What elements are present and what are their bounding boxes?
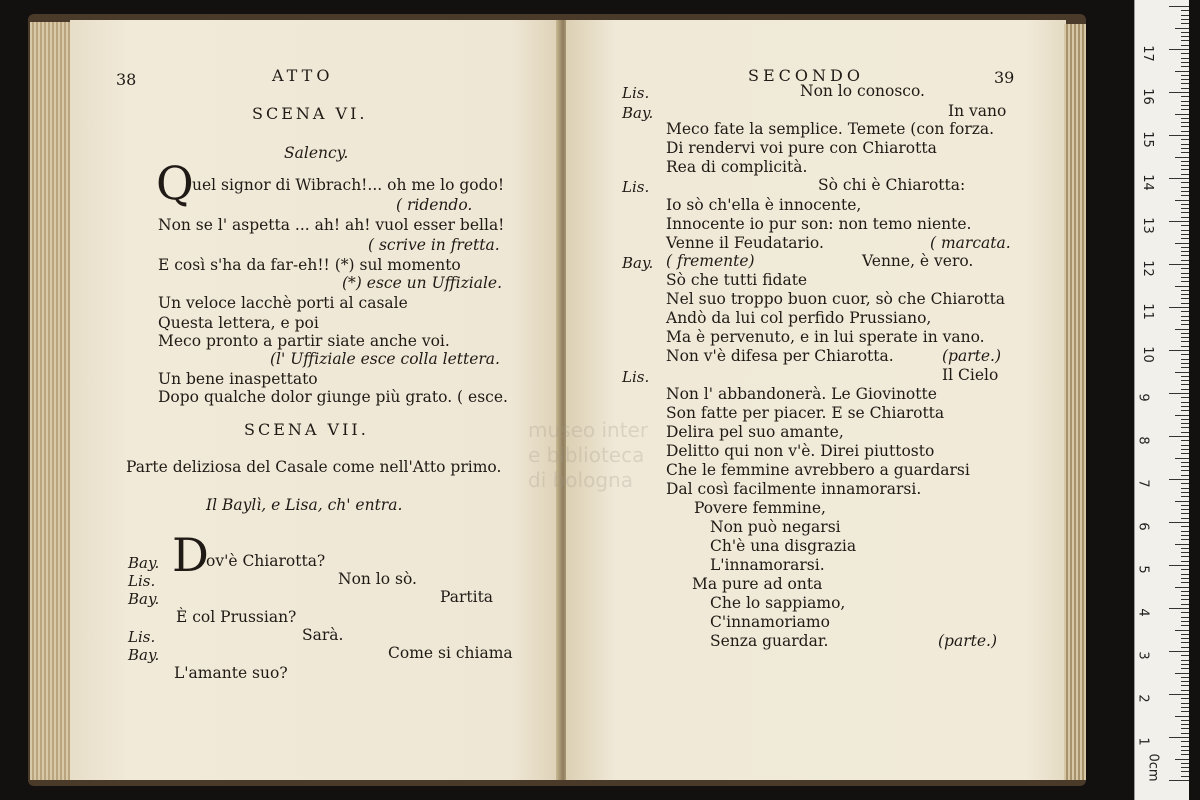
ruler-tick: [1181, 595, 1189, 596]
speaker-label: Bay.: [128, 646, 160, 664]
ruler-tick: [1181, 574, 1189, 575]
ruler-tick: [1181, 612, 1189, 613]
ruler-tick: [1181, 152, 1189, 153]
ruler-tick: [1181, 655, 1189, 656]
ruler-number: 11: [1139, 303, 1155, 320]
ruler-tick: [1181, 638, 1189, 639]
ruler-tick: [1181, 604, 1189, 605]
ruler-tick: [1181, 273, 1189, 274]
ruler-tick: [1181, 531, 1189, 532]
ruler-tick: [1181, 277, 1189, 278]
ruler-tick: [1181, 776, 1189, 777]
speaker-label: Lis.: [128, 572, 156, 590]
ruler-tick: [1181, 62, 1189, 63]
verse-line: Non può negarsi: [710, 518, 841, 536]
speaker-label: Bay.: [622, 254, 654, 272]
ruler-number: 7: [1135, 479, 1151, 488]
ruler-tick: [1181, 118, 1189, 119]
ruler-tick: [1181, 591, 1189, 592]
ruler-tick: [1181, 419, 1189, 420]
stage-direction: ( ridendo.: [396, 196, 473, 214]
ruler-tick: [1181, 139, 1189, 140]
drop-cap-d: D: [172, 528, 209, 582]
ruler-number: 14: [1139, 174, 1155, 191]
ruler-tick: [1181, 440, 1189, 441]
dialogue-line: Non lo sò.: [338, 570, 417, 588]
ruler-tick: [1181, 733, 1189, 734]
ruler-tick: [1169, 651, 1189, 652]
ruler-tick: [1175, 286, 1189, 287]
ruler-tick: [1181, 724, 1189, 725]
verse-line: Un bene inaspettato: [158, 370, 318, 388]
ruler-tick: [1181, 763, 1189, 764]
ruler-tick: [1181, 483, 1189, 484]
dialogue-line: ov'è Chiarotta?: [206, 552, 326, 570]
dialogue-line: Venne il Feudatario.: [666, 234, 824, 252]
verse-line: Dopo qualche dolor giunge più grato. ( esce.: [158, 388, 508, 406]
verse-line: Questa lettera, e poi: [158, 314, 319, 332]
ruler-tick: [1181, 625, 1189, 626]
ruler-tick: [1181, 204, 1189, 205]
verse-line: Un veloce lacchè porti al casale: [158, 294, 408, 312]
ruler-tick: [1181, 316, 1189, 317]
ruler-tick: [1181, 148, 1189, 149]
watermark-line: museo inter: [528, 418, 649, 442]
ruler-tick: [1181, 664, 1189, 665]
stage-direction: (l' Uffiziale esce colla lettera.: [270, 350, 500, 368]
drop-cap-q: Q: [156, 156, 194, 210]
ruler-tick: [1181, 88, 1189, 89]
ruler-tick: [1181, 690, 1189, 691]
ruler-tick: [1181, 169, 1189, 170]
verse-line: Che lo sappiamo,: [710, 594, 846, 612]
ruler-tick: [1181, 341, 1189, 342]
ruler-tick: [1169, 350, 1189, 351]
ruler-tick: [1169, 780, 1189, 781]
ruler-tick: [1181, 217, 1189, 218]
ruler-tick: [1181, 423, 1189, 424]
ruler-tick: [1175, 114, 1189, 115]
dialogue-line: Delitto qui non v'è. Direi piuttosto: [666, 442, 935, 460]
ruler-tick: [1169, 522, 1189, 523]
dialogue-line: Dal così facilmente innamorarsi.: [666, 480, 922, 498]
ruler-tick: [1181, 247, 1189, 248]
ruler-tick: [1181, 552, 1189, 553]
ruler-tick: [1181, 703, 1189, 704]
running-header-left: ATTO: [272, 66, 334, 85]
ruler-tick: [1181, 208, 1189, 209]
scene-title-2: SCENA VII.: [244, 420, 369, 439]
ruler-tick: [1181, 771, 1189, 772]
ruler-tick: [1169, 178, 1189, 179]
left-page: [70, 20, 560, 780]
ruler-tick: [1181, 32, 1189, 33]
ruler-tick: [1181, 492, 1189, 493]
ruler-tick: [1181, 346, 1189, 347]
ruler-tick: [1181, 548, 1189, 549]
ruler-tick: [1175, 759, 1189, 760]
ruler-tick: [1181, 354, 1189, 355]
ruler-tick: [1181, 255, 1189, 256]
ruler-tick: [1181, 303, 1189, 304]
ruler-tick: [1181, 251, 1189, 252]
ruler-tick: [1181, 556, 1189, 557]
ruler-tick: [1181, 212, 1189, 213]
ruler-tick: [1175, 501, 1189, 502]
ruler-tick: [1175, 544, 1189, 545]
ruler-tick: [1175, 372, 1189, 373]
ruler-tick: [1181, 182, 1189, 183]
stage-direction: (*) esce un Uffiziale.: [342, 274, 502, 292]
dialogue-line: Delira pel suo amante,: [666, 423, 844, 441]
speaker-label: Lis.: [622, 368, 650, 386]
ruler-tick: [1169, 737, 1189, 738]
ruler-tick: [1181, 268, 1189, 269]
dialogue-line: Meco fate la semplice. Temete (con forza.: [666, 120, 995, 138]
ruler-tick: [1181, 174, 1189, 175]
ruler-tick: [1181, 513, 1189, 514]
ruler-tick: [1181, 535, 1189, 536]
ruler-tick: [1181, 230, 1189, 231]
ruler-tick: [1181, 617, 1189, 618]
ruler-tick: [1181, 561, 1189, 562]
ruler-tick: [1181, 582, 1189, 583]
verse-line: Ch'è una disgrazia: [710, 537, 857, 555]
ruler-number: 15: [1139, 131, 1155, 148]
stage-direction: (parte.): [938, 632, 997, 650]
ruler-tick: [1181, 681, 1189, 682]
ruler-tick: [1169, 694, 1189, 695]
ruler-tick: [1181, 101, 1189, 102]
ruler-tick: [1181, 79, 1189, 80]
speaker-name: Salency.: [284, 144, 349, 162]
dialogue-line: Andò da lui col perfido Prussiano,: [666, 309, 932, 327]
dialogue-line: Partita: [440, 588, 494, 606]
ruler-tick: [1181, 578, 1189, 579]
ruler-number: 13: [1139, 217, 1155, 234]
dialogue-line: In vano: [948, 102, 1007, 120]
speaker-label: Bay.: [622, 104, 654, 122]
dialogue-line: Innocente io pur son: non temo niente.: [666, 215, 972, 233]
right-page: [566, 20, 1066, 780]
ruler-number: 6: [1135, 522, 1151, 531]
ruler-tick: [1181, 234, 1189, 235]
dialogue-line: Sò chi è Chiarotta:: [818, 176, 966, 194]
ruler-tick: [1181, 238, 1189, 239]
dialogue-line: Io sò ch'ella è innocente,: [666, 196, 862, 214]
page-number-right: 39: [994, 68, 1015, 87]
ruler-tick: [1181, 53, 1189, 54]
ruler-tick: [1181, 298, 1189, 299]
ruler-tick: [1181, 126, 1189, 127]
ruler-tick: [1181, 260, 1189, 261]
ruler-tick: [1181, 767, 1189, 768]
dialogue-line: Il Cielo: [942, 366, 999, 384]
entrance-direction: Il Baylì, e Lisa, ch' entra.: [206, 496, 403, 514]
ruler-tick: [1181, 161, 1189, 162]
ruler-tick: [1181, 475, 1189, 476]
ruler-tick: [1181, 165, 1189, 166]
ruler-number: 2: [1135, 694, 1151, 703]
ruler-tick: [1181, 621, 1189, 622]
ruler-tick: [1181, 470, 1189, 471]
verse-line: uel signor di Wibrach!... oh me lo godo!: [192, 176, 505, 194]
ruler-tick: [1181, 225, 1189, 226]
ruler-tick: [1181, 10, 1189, 11]
ruler-tick: [1169, 264, 1189, 265]
ruler-tick: [1181, 462, 1189, 463]
ruler-tick: [1181, 496, 1189, 497]
dialogue-line: Rea di complicità.: [666, 158, 808, 176]
stage-direction: (parte.): [942, 347, 1001, 365]
ruler-tick: [1181, 58, 1189, 59]
verse-line: E così s'ha da far-eh!! (*) sul momento: [158, 256, 461, 274]
dialogue-line: Che le femmine avrebbero a guardarsi: [666, 461, 970, 479]
ruler-tick: [1181, 311, 1189, 312]
ruler-number: 12: [1139, 260, 1155, 277]
ruler-tick: [1181, 389, 1189, 390]
ruler-number: 5: [1135, 565, 1151, 574]
dialogue-line: È col Prussian?: [176, 608, 297, 626]
scene-setting: Parte deliziosa del Casale come nell'Atto primo.: [126, 458, 502, 476]
ruler-number: 4: [1135, 608, 1151, 617]
verse-line: Senza guardar.: [710, 632, 829, 650]
ruler-tick: [1181, 333, 1189, 334]
dialogue-line: Non v'è difesa per Chiarotta.: [666, 347, 894, 365]
measurement-ruler: [1134, 0, 1189, 800]
stage-direction: ( marcata.: [930, 234, 1011, 252]
ruler-tick: [1181, 488, 1189, 489]
ruler-tick: [1169, 6, 1189, 7]
stage-direction: ( scrive in fretta.: [368, 236, 500, 254]
ruler-tick: [1181, 83, 1189, 84]
ruler-tick: [1181, 746, 1189, 747]
ruler-tick: [1181, 144, 1189, 145]
dialogue-line: Sò che tutti fidate: [666, 271, 808, 289]
running-header-right: SECONDO: [748, 66, 864, 85]
ruler-tick: [1181, 445, 1189, 446]
library-watermark: [528, 418, 648, 493]
ruler-tick: [1181, 526, 1189, 527]
ruler-tick: [1181, 741, 1189, 742]
ruler-tick: [1181, 66, 1189, 67]
ruler-tick: [1181, 685, 1189, 686]
ruler-tick: [1181, 642, 1189, 643]
speaker-label: Bay.: [128, 590, 160, 608]
ruler-tick: [1175, 458, 1189, 459]
ruler-tick: [1169, 92, 1189, 93]
ruler-tick: [1181, 359, 1189, 360]
ruler-tick: [1181, 324, 1189, 325]
ruler-tick: [1175, 28, 1189, 29]
ruler-tick: [1175, 673, 1189, 674]
ruler-tick: [1181, 384, 1189, 385]
ruler-number: 16: [1139, 88, 1155, 105]
ruler-tick: [1169, 565, 1189, 566]
ruler-tick: [1181, 19, 1189, 20]
ruler-tick: [1175, 329, 1189, 330]
page-number-left: 38: [116, 70, 137, 89]
ruler-tick: [1169, 393, 1189, 394]
ruler-tick: [1181, 337, 1189, 338]
ruler-tick: [1181, 754, 1189, 755]
ruler-tick: [1175, 587, 1189, 588]
ruler-tick: [1181, 406, 1189, 407]
verse-line: L'innamorarsi.: [710, 556, 825, 574]
dialogue-line: L'amante suo?: [174, 664, 288, 682]
ruler-tick: [1169, 135, 1189, 136]
ruler-tick: [1181, 96, 1189, 97]
verse-line: Ma pure ad onta: [692, 575, 823, 593]
ruler-tick: [1181, 711, 1189, 712]
ruler-tick: [1181, 750, 1189, 751]
ruler-tick: [1181, 131, 1189, 132]
ruler-tick: [1175, 243, 1189, 244]
ruler-tick: [1181, 509, 1189, 510]
ruler-tick: [1181, 647, 1189, 648]
ruler-number: 1: [1135, 737, 1151, 746]
ruler-tick: [1181, 45, 1189, 46]
ruler-tick: [1181, 466, 1189, 467]
ruler-tick: [1169, 307, 1189, 308]
ruler-tick: [1181, 518, 1189, 519]
stage-direction: ( frementе): [666, 252, 755, 270]
ruler-tick: [1181, 36, 1189, 37]
ruler-tick: [1181, 105, 1189, 106]
speaker-label: Bay.: [128, 554, 160, 572]
ruler-tick: [1181, 427, 1189, 428]
ruler-tick: [1175, 71, 1189, 72]
ruler-tick: [1181, 187, 1189, 188]
ruler-tick: [1181, 410, 1189, 411]
verse-line: Povere femmine,: [694, 499, 826, 517]
ruler-number: 8: [1135, 436, 1151, 445]
ruler-tick: [1181, 191, 1189, 192]
speaker-label: Lis.: [128, 628, 156, 646]
ruler-unit-label: 0cm: [1145, 753, 1161, 782]
dialogue-line: Non l' abbandonerà. Le Giovinotte: [666, 385, 937, 403]
ruler-tick: [1181, 720, 1189, 721]
ruler-tick: [1169, 608, 1189, 609]
ruler-tick: [1181, 449, 1189, 450]
ruler-tick: [1169, 436, 1189, 437]
ruler-number: 9: [1135, 393, 1151, 402]
ruler-tick: [1175, 716, 1189, 717]
page-stack-right: [1064, 24, 1086, 780]
ruler-tick: [1181, 432, 1189, 433]
ruler-tick: [1181, 677, 1189, 678]
ruler-tick: [1175, 415, 1189, 416]
dialogue-line: Di rendervi voi pure con Chiarotta: [666, 139, 937, 157]
ruler-tick: [1181, 376, 1189, 377]
ruler-tick: [1181, 728, 1189, 729]
ruler-tick: [1181, 660, 1189, 661]
ruler-tick: [1181, 290, 1189, 291]
ruler-tick: [1181, 453, 1189, 454]
ruler-tick: [1181, 75, 1189, 76]
dialogue-line: Nel suo troppo buon cuor, sò che Chiarotta: [666, 290, 1006, 308]
verse-line: Meco pronto a partir siate anche voi.: [158, 332, 450, 350]
ruler-tick: [1181, 294, 1189, 295]
ruler-tick: [1175, 157, 1189, 158]
ruler-tick: [1181, 363, 1189, 364]
ruler-tick: [1169, 479, 1189, 480]
ruler-tick: [1181, 698, 1189, 699]
ruler-tick: [1181, 281, 1189, 282]
ruler-tick: [1181, 109, 1189, 110]
ruler-tick: [1181, 23, 1189, 24]
ruler-tick: [1181, 397, 1189, 398]
speaker-label: Lis.: [622, 84, 650, 102]
dialogue-line: Come si chiama: [388, 644, 513, 662]
ruler-number: 10: [1139, 346, 1155, 363]
ruler-tick: [1181, 668, 1189, 669]
ruler-tick: [1181, 122, 1189, 123]
ruler-number: 17: [1139, 45, 1155, 62]
watermark-line: e biblioteca: [528, 443, 645, 467]
scene-title: SCENA VI.: [252, 104, 368, 123]
ruler-tick: [1181, 707, 1189, 708]
ruler-tick: [1181, 320, 1189, 321]
ruler-tick: [1181, 367, 1189, 368]
ruler-tick: [1181, 569, 1189, 570]
ruler-tick: [1175, 630, 1189, 631]
ruler-tick: [1175, 200, 1189, 201]
dialogue-line: Sarà.: [302, 626, 344, 644]
ruler-tick: [1181, 539, 1189, 540]
dialogue-line: Son fatte per piacer. E se Chiarotta: [666, 404, 945, 422]
ruler-tick: [1181, 380, 1189, 381]
verse-line: C'innamoriamo: [710, 613, 830, 631]
ruler-tick: [1181, 402, 1189, 403]
ruler-tick: [1181, 505, 1189, 506]
verse-line: Non se l' aspetta ... ah! ah! vuol esser bella!: [158, 216, 505, 234]
ruler-tick: [1181, 15, 1189, 16]
watermark-line: di bologna: [528, 468, 633, 492]
dialogue-line: Venne, è vero.: [862, 252, 974, 270]
dialogue-line: Non lo conosco.: [800, 82, 925, 100]
ruler-tick: [1169, 49, 1189, 50]
ruler-tick: [1169, 221, 1189, 222]
ruler-tick: [1181, 40, 1189, 41]
ruler-number: 3: [1135, 651, 1151, 660]
speaker-label: Lis.: [622, 178, 650, 196]
ruler-tick: [1181, 195, 1189, 196]
ruler-tick: [1181, 599, 1189, 600]
ruler-tick: [1181, 634, 1189, 635]
dialogue-line: Ma è pervenuto, e in lui sperate in vano.: [666, 328, 985, 346]
